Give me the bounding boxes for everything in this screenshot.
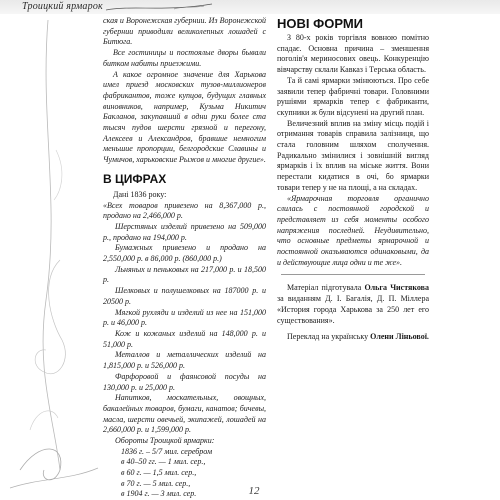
turnover-item: в 1904 г. — 3 мил. сер. xyxy=(121,489,197,499)
stat-line: Напитков, москательных, овощных, бакалейных товаров, бумаги, канатов; бичевы, масла, шерсти овечьей, экипажей, лошадей на 2,660,000 р. и 1,599,000 р. xyxy=(103,393,266,435)
translation-paragraph xyxy=(277,332,429,343)
year-line: Дані 1836 року: xyxy=(113,189,167,199)
turnover-item: 1836 г. – 5/7 мил. серебром xyxy=(121,446,213,456)
turnover-title: Обороты Троицкой ярмарки: xyxy=(115,436,215,446)
inns-paragraph: Все гостиницы и постоялые дворы бывали битком набиты приезжими. xyxy=(103,48,266,68)
section-title-new-forms: НОВІ ФОРМИ xyxy=(277,16,363,31)
turnover-item: в 40–50 гг. — 1 мил. сер., xyxy=(121,457,206,467)
translator-name: Олени Ліньової. xyxy=(370,332,429,342)
section-title-figures: В ЦИФРАХ xyxy=(103,171,167,186)
header-swash-ornament xyxy=(104,1,214,13)
paragraph-factories: Та й самі ярмарки змінюються. Про себе заявили тепер фабричні товари. Головними рушіями ярмарків тепер є фабриканти, скупники ж були відсунені на другий план. xyxy=(277,75,429,117)
page-number: 12 xyxy=(248,485,260,497)
paragraph-railway: Величезний вплив на зміну місць подій і отримання товарів справила залізниця, що стала головним шляхом сполучення. Радикально змінилися і зовнішній вигляд ярмарків і їх вплив на міське життя. Вони перестали кидатися в очі, бо ярмарки товари тепер у не на площі, а на складах. xyxy=(277,118,429,192)
stat-line: Металлов и металлических изделий на 1,815,000 р. и 526,000 р. xyxy=(103,350,266,371)
turnover-item: в 70 г. — 5 мил. сер., xyxy=(121,478,191,488)
translation-prefix: Переклад на українську xyxy=(287,332,369,342)
stat-line: Фарфоровой и фаянсовой посуды на 130,000 р. и 25,000 р. xyxy=(103,371,266,392)
divider xyxy=(281,274,425,275)
author-name: Ольга Чистякова xyxy=(364,283,429,293)
left-column xyxy=(103,16,266,500)
merchants-paragraph: А какое огромное значение для Харькова имел приезд московских тузов-миллионеров фабрикантов, тоже купцов, будущих главных виновников, например, Кузьма Никитич Бакланов, закупавший в одни руки более ста тысяч пудов шерсти грязной и перегону, Алексеев и Александров, бравшие немногим меньшие пропорции, белгородские Славины и Чумичов, харьковские Рыжов и многие другие». xyxy=(103,69,266,165)
credits-prefix: Матеріал підготувала xyxy=(287,283,362,293)
credits-paragraph xyxy=(277,283,429,326)
decorative-flourish xyxy=(0,0,100,500)
stat-line: Шелковых и полушелковых на 187000 р. и 20500 р. xyxy=(103,286,266,306)
credits-source: за виданням Д. І. Багалія, Д. П. Міллера «История города Харькова за 250 лет его существования». xyxy=(277,294,429,325)
turnover-item: в 60 г. — 1,5 мил. сер., xyxy=(121,467,197,477)
stat-line: Льняных и пеньковых на 217,000 р. и 18,500 р. xyxy=(103,264,266,285)
quote-paragraph: «Ярмарочная торговля органично слилась с постоянной городской и представляет из себя моменты особого напряжения последней. Неудивительно, что основные предметы ярмарочной и постоянной оказываются одинаковыми, да и действующие лица одни и те же». xyxy=(277,193,429,267)
stat-line: Кож и кожаных изделий на 148,000 р. и 51,000 р. xyxy=(103,328,266,349)
stat-line: Шерстяных изделий привезено на 509,000 р., продано на 194,000 р. xyxy=(103,221,266,242)
intro-paragraph: ская и Воронежская губернии. Из Воронежской губернии приводили великолепных лошадей с Битюга. xyxy=(103,16,266,47)
stat-line: Бумажных привезено и продано на 2,550,000 р. в 86,000 р. (860,000 р.) xyxy=(103,243,266,264)
stat-line: «Всех товаров привезено на 8,367,000 р., продано на 2,466,000 р. xyxy=(103,200,266,221)
paragraph-decline: З 80-х років торгівля вовною помітно спадає. Основна причина – зменшення поголів'я мериносових овець. Конкуренцію вівчарству склали Кавказ і Терська область. xyxy=(277,33,429,75)
right-column xyxy=(277,16,429,343)
running-header-title: Троицкий ярмарок xyxy=(22,1,103,12)
stat-line: Мягкой рухляди и изделий из нее на 151,000 р. и 46,000 р. xyxy=(103,307,266,328)
